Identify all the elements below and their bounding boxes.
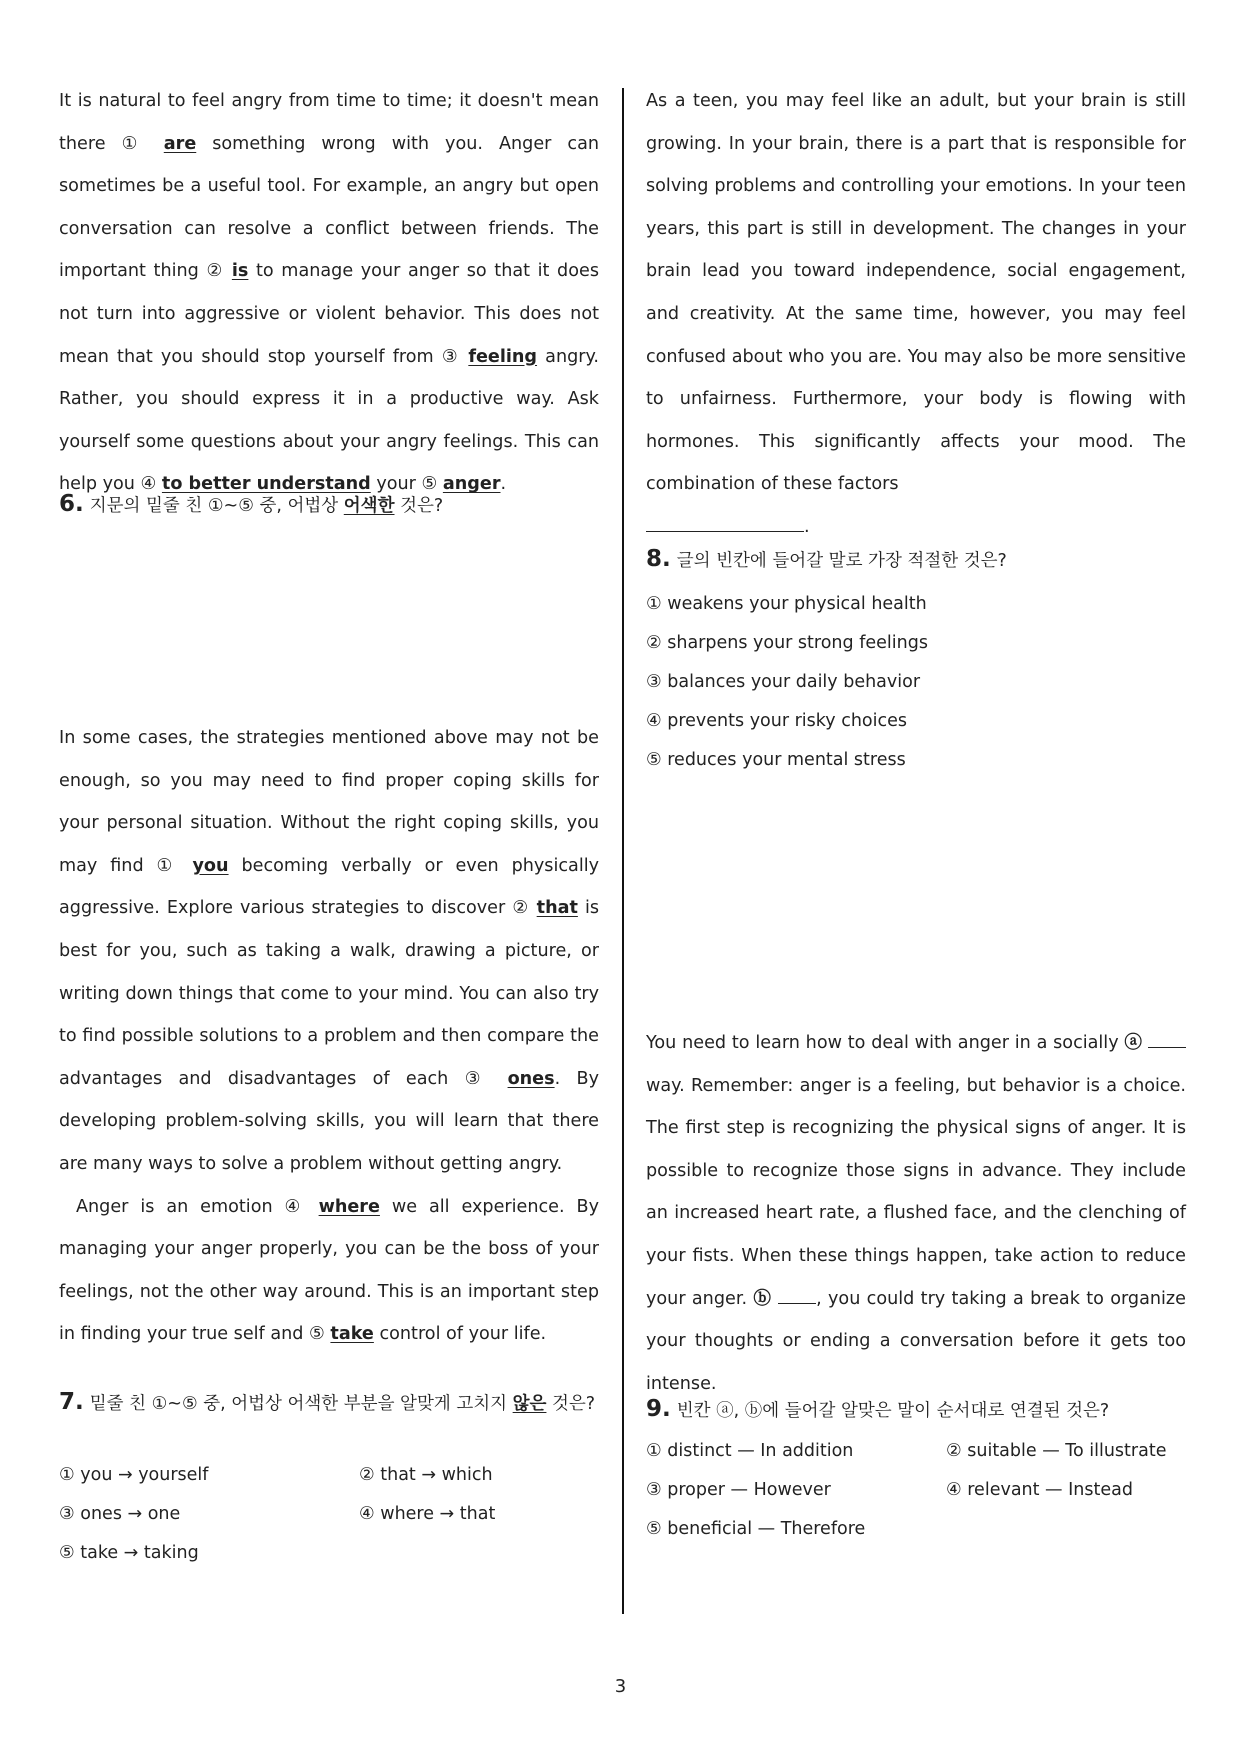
q7-option-3[interactable]: ③ ones → one (59, 1504, 181, 1524)
q8-option-1[interactable]: ① weakens your physical health (646, 594, 927, 614)
blank-a (1148, 1029, 1186, 1048)
question-8: 8. 글의 빈칸에 들어갈 말로 가장 적절한 것은? (646, 546, 1007, 572)
underline-1-you: you (192, 855, 229, 876)
q8-option-4[interactable]: ④ prevents your risky choices (646, 711, 907, 731)
q9-option-5[interactable]: ⑤ beneficial — Therefore (646, 1519, 866, 1539)
underline-1-are: are (163, 133, 197, 154)
column-divider (622, 88, 624, 1614)
q7-option-1[interactable]: ① you → yourself (59, 1465, 209, 1485)
underline-3-feeling: feeling (468, 346, 538, 367)
q9-option-3[interactable]: ③ proper — However (646, 1480, 831, 1500)
underline-5-anger: anger (442, 474, 501, 495)
q7-option-5[interactable]: ⑤ take → taking (59, 1543, 199, 1563)
question-6: 6. 지문의 밑줄 친 ①~⑤ 중, 어법상 어색한 것은? (59, 491, 444, 517)
q9-option-4[interactable]: ④ relevant — Instead (946, 1480, 1133, 1500)
q9-option-1[interactable]: ① distinct — In addition (646, 1441, 854, 1461)
underline-4-to-better-understand: to better understand (161, 474, 371, 495)
question-7-options (59, 1456, 599, 1573)
q8-option-2[interactable]: ② sharpens your strong feelings (646, 633, 928, 653)
q9-option-2[interactable]: ② suitable — To illustrate (946, 1441, 1167, 1461)
answer-blank (646, 513, 804, 532)
passage-anger-natural: It is natural to feel angry from time to time; it doesn't mean there ① are something wrong with you. Anger can sometimes be a useful tool. For example, an angry but open conversation can resolve a conflict between friends. The important thing ② is to manage your anger so that it does not turn into aggressive or violent behavior. This does not mean that you should stop yourself from ③ feeling angry. Rather, you should express it in a productive way. Ask yourself some questions about your angry feelings. This can help you ④ to better understand your ⑤ anger. (59, 91, 600, 495)
q7-option-2[interactable]: ② that → which (359, 1465, 493, 1485)
q8-option-5[interactable]: ⑤ reduces your mental stress (646, 750, 906, 770)
page-number: 3 (614, 1676, 627, 1697)
passage-teen-brain: As a teen, you may feel like an adult, but your brain is still growing. In your brain, there is a part that is responsible for solving problems and controlling your emotions. In your teen years, this part is still in development. The changes in your brain lead you toward independence, social engagement, and creativity. At the same time, however, you may feel confused about who you are. You may also be more sensitive to unfairness. Furthermore, your body is flowing with hormones. This significantly affects your mood. The combination of these factors . (646, 91, 1186, 537)
passage-deal-with-anger: You need to learn how to deal with anger in a socially ⓐ way. Remember: anger is a feeling, but behavior is a choice. The first step is recognizing the physical signs of anger. It is possible to recognize those signs in advance. They include an increased heart rate, a flushed face, and the clenching of your fists. When these things happen, take action to reduce your anger. ⓑ , you could try taking a break to organize your thoughts or ending a conversation before it gets too intense. (646, 1022, 1186, 1405)
underline-2-is: is (231, 261, 249, 282)
blank-b-marker: ⓑ (753, 1288, 772, 1309)
underline-3-ones: ones (507, 1068, 555, 1089)
q8-option-3[interactable]: ③ balances your daily behavior (646, 672, 921, 692)
left-column (59, 80, 599, 506)
underline-4-where: where (318, 1196, 380, 1217)
question-9-options (646, 1432, 1186, 1549)
question-7: 7. 밑줄 친 ①~⑤ 중, 어법상 어색한 부분을 알맞게 고치지 않은 것은? (59, 1389, 596, 1415)
underline-2-that: that (536, 898, 578, 919)
blank-a-marker: ⓐ (1124, 1033, 1143, 1053)
passage-coping-skills: In some cases, the strategies mentioned above may not be enough, so you may need to find proper coping skills for your personal situation. Without the right coping skills, you may find ① you becoming verbally or even physically aggressive. Explore various strategies to discover ② that is best for you, such as taking a walk, drawing a picture, or writing down things that come to your mind. You can also try to find possible solutions to a problem and then compare the advantages and disadvantages of each ③ ones. By developing problem-solving skills, you will learn that there are many ways to solve a problem without getting angry. Anger is an emotion ④ where we all experience. By managing your anger properly, you can be the boss of your feelings, not the other way around. This is an important step in finding your true self and ⑤ take control of your life. (59, 728, 600, 1345)
question-9: 9. 빈칸 ⓐ, ⓑ에 들어갈 알맞은 말이 순서대로 연결된 것은? (646, 1396, 1110, 1422)
question-8-options (646, 585, 928, 780)
blank-b (778, 1285, 816, 1304)
q7-option-4[interactable]: ④ where → that (359, 1504, 496, 1524)
underline-5-take: take (330, 1324, 374, 1345)
